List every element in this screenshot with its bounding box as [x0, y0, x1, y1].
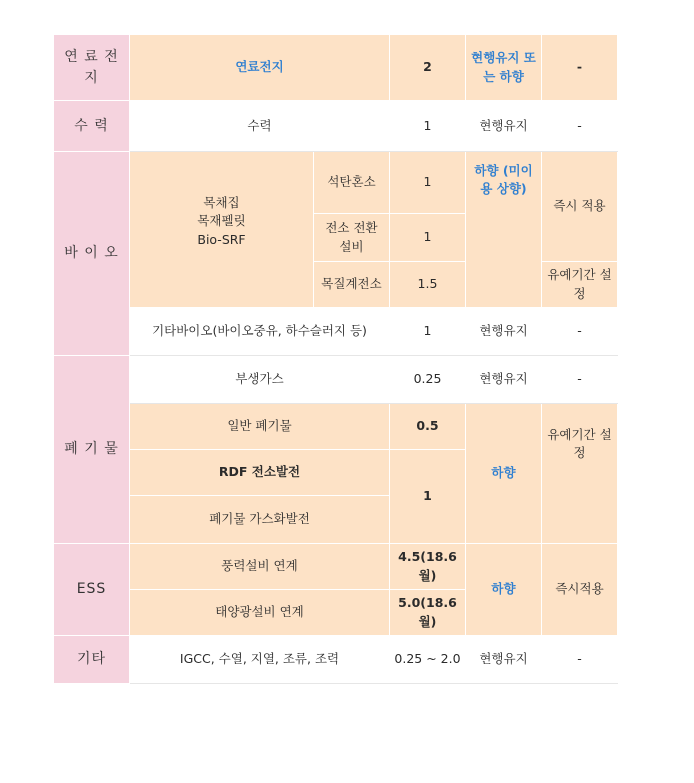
weight-etc: 0.25 ~ 2.0	[390, 636, 466, 684]
table-row-ess-wind	[54, 544, 618, 590]
table-row-byproduct-gas	[54, 356, 618, 404]
apply-waste: 유예기간 설정	[542, 404, 618, 544]
direction-ess: 하향	[466, 544, 542, 636]
apply-etc: -	[542, 636, 618, 684]
table-row-bio-coal-cofiring	[54, 152, 618, 214]
direction-waste: 하향	[466, 404, 542, 544]
weight-woody-biomass: 1.5	[390, 262, 466, 308]
item-fuel-cell: 연료전지	[130, 35, 390, 101]
category-bio: 바 이 오	[54, 152, 130, 356]
category-waste: 폐 기 물	[54, 356, 130, 544]
weight-fuel-cell: 2	[390, 35, 466, 101]
weight-byproduct-gas: 0.25	[390, 356, 466, 404]
weight-ess-wind: 4.5(18.6월)	[390, 544, 466, 590]
bio-fuel-list	[130, 152, 314, 308]
weight-general-waste: 0.5	[390, 404, 466, 450]
category-ess: ESS	[54, 544, 130, 636]
item-ess-wind: 풍력설비 연계	[130, 544, 390, 590]
weight-full-conversion: 1	[390, 214, 466, 262]
direction-etc: 현행유지	[466, 636, 542, 684]
item-general-waste: 일반 폐기물	[130, 404, 390, 450]
category-fuel-cell: 연 료 전 지	[54, 35, 130, 101]
sub-item-coal-cofiring: 석탄혼소	[314, 152, 390, 214]
bio-fuel-item: 목재펠릿	[197, 213, 246, 229]
weight-bio-other: 1	[390, 308, 466, 356]
table-row-fuel-cell	[54, 35, 618, 101]
item-ess-solar: 태양광설비 연계	[130, 590, 390, 636]
apply-byproduct-gas: -	[542, 356, 618, 404]
item-rdf: RDF 전소발전	[130, 450, 390, 496]
apply-ess: 즉시적용	[542, 544, 618, 636]
bio-fuel-item: Bio-SRF	[197, 231, 246, 247]
direction-bio: 하향 (미이용 상향)	[466, 152, 542, 308]
item-hydro: 수력	[130, 101, 390, 152]
direction-bio-other: 현행유지	[466, 308, 542, 356]
bio-fuel-item: 목채집	[203, 195, 240, 211]
weight-rdf-gasification: 1	[390, 450, 466, 544]
sub-item-full-conversion: 전소 전환 설비	[314, 214, 390, 262]
sub-item-woody-biomass: 목질계전소	[314, 262, 390, 308]
apply-fuel-cell: -	[542, 35, 618, 101]
item-bio-other: 기타바이오(바이오중유, 하수슬러지 등)	[130, 308, 390, 356]
direction-byproduct-gas: 현행유지	[466, 356, 542, 404]
apply-bio-other: -	[542, 308, 618, 356]
category-etc: 기타	[54, 636, 130, 684]
rec-weight-table	[53, 34, 618, 684]
table-row-etc	[54, 636, 618, 684]
item-byproduct-gas: 부생가스	[130, 356, 390, 404]
item-gasification: 폐기물 가스화발전	[130, 496, 390, 544]
apply-bio-grace: 유예기간 설정	[542, 262, 618, 308]
item-etc: IGCC, 수열, 지열, 조류, 조력	[130, 636, 390, 684]
table-row-general-waste	[54, 404, 618, 450]
direction-hydro: 현행유지	[466, 101, 542, 152]
weight-coal-cofiring: 1	[390, 152, 466, 214]
category-hydro: 수 력	[54, 101, 130, 152]
apply-hydro: -	[542, 101, 618, 152]
direction-fuel-cell: 현행유지 또는 하향	[466, 35, 542, 101]
apply-bio-immediate: 즉시 적용	[542, 152, 618, 262]
table-row-hydro	[54, 101, 618, 152]
table-row-bio-other	[54, 308, 618, 356]
weight-hydro: 1	[390, 101, 466, 152]
weight-ess-solar: 5.0(18.6월)	[390, 590, 466, 636]
